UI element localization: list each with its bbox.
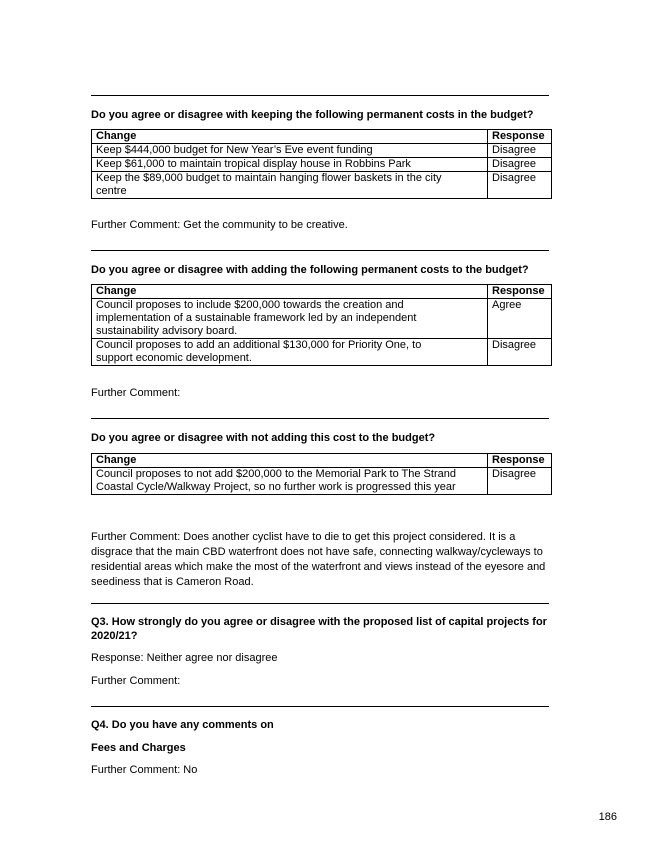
change-cell: Keep $61,000 to maintain tropical display house in Robbins Park	[92, 158, 488, 172]
response-cell: Disagree	[488, 468, 552, 495]
column-header-change: Change	[92, 454, 488, 468]
response-cell: Disagree	[488, 158, 552, 172]
change-cell: Keep $444,000 budget for New Year’s Eve event funding	[92, 144, 488, 158]
table-row	[92, 339, 552, 366]
table-row	[92, 468, 552, 495]
change-cell: Council proposes to add an additional $130,000 for Priority One, to support economic development.	[92, 339, 488, 366]
question-heading: Do you agree or disagree with adding the following permanent costs to the budget?	[91, 264, 529, 276]
divider	[91, 418, 549, 419]
table-header-row	[92, 285, 552, 299]
table-row	[92, 158, 552, 172]
question-heading: Q3. How strongly do you agree or disagree with the proposed list of capital projects for 2020/21?	[91, 616, 547, 642]
response-table	[91, 453, 552, 495]
column-header-response: Response	[488, 130, 552, 144]
response-cell: Disagree	[488, 144, 552, 158]
change-cell: Council proposes to include $200,000 towards the creation and implementation of a sustainable framework led by an independent sustainability advisory board.	[92, 299, 488, 339]
question-heading: Do you agree or disagree with not adding this cost to the budget?	[91, 432, 436, 444]
response-text: Response: Neither agree nor disagree	[91, 652, 278, 664]
response-cell: Disagree	[488, 172, 552, 199]
change-cell: Keep the $89,000 budget to maintain hanging flower baskets in the city centre	[92, 172, 488, 199]
table-header-row	[92, 130, 552, 144]
response-table	[91, 129, 552, 199]
further-comment: Further Comment: No	[91, 764, 198, 776]
table-row	[92, 299, 552, 339]
divider	[91, 706, 549, 707]
response-cell: Agree	[488, 299, 552, 339]
column-header-change: Change	[92, 285, 488, 299]
table-header-row	[92, 454, 552, 468]
response-table	[91, 284, 552, 366]
column-header-change: Change	[92, 130, 488, 144]
divider	[91, 603, 549, 604]
table-row	[92, 144, 552, 158]
question-heading: Q4. Do you have any comments on	[91, 719, 274, 731]
column-header-response: Response	[488, 285, 552, 299]
further-comment: Further Comment: Get the community to be creative.	[91, 219, 348, 231]
subheading: Fees and Charges	[91, 742, 186, 754]
table-row	[92, 172, 552, 199]
page-number: 186	[598, 811, 617, 823]
further-comment: Further Comment:	[91, 675, 181, 687]
divider	[91, 95, 549, 96]
further-comment: Further Comment: Does another cyclist have to die to get this project considered. It is a disgrace that the main CBD waterfront does not have safe, connecting walkway/cycleways to residential areas which make the most of the waterfront and views instead of the eyesore and seediness that is Cameron Road.	[91, 531, 546, 588]
further-comment: Further Comment:	[91, 387, 181, 399]
column-header-response: Response	[488, 454, 552, 468]
divider	[91, 250, 549, 251]
response-cell: Disagree	[488, 339, 552, 366]
question-heading: Do you agree or disagree with keeping the following permanent costs in the budget?	[91, 109, 534, 121]
change-cell: Council proposes to not add $200,000 to the Memorial Park to The Strand Coastal Cycle/Walkway Project, so no further work is progressed this year	[92, 468, 488, 495]
